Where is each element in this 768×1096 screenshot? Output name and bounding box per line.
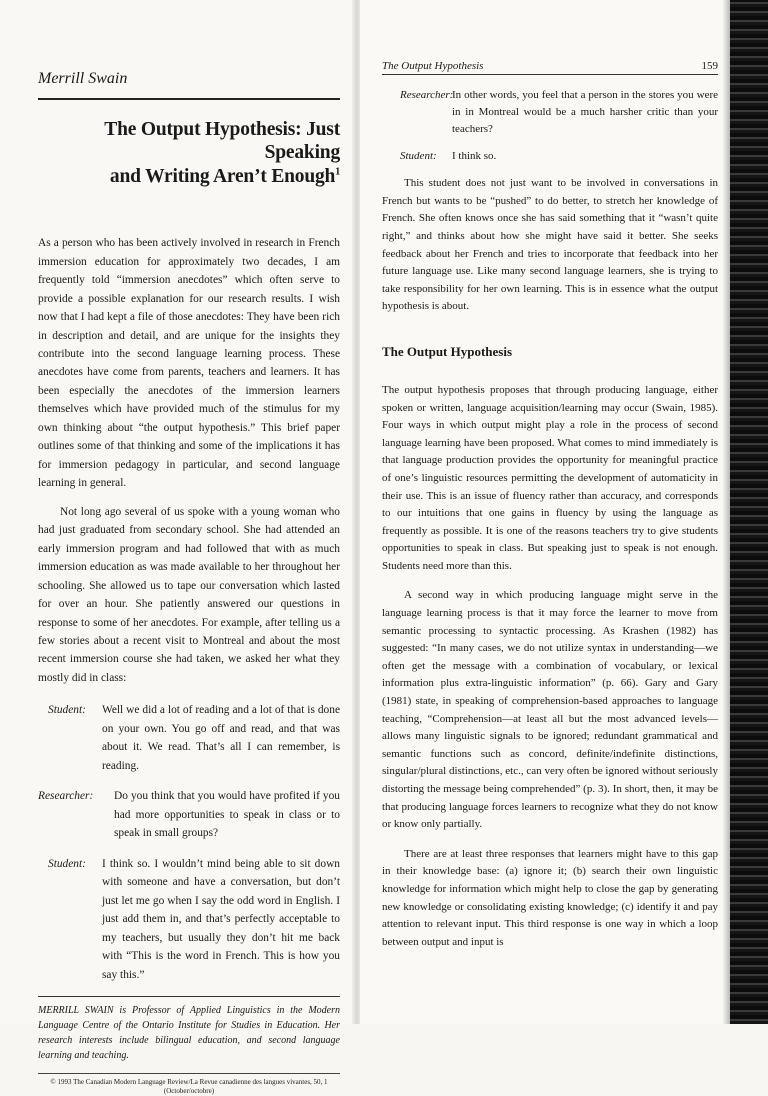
book-page-edge — [730, 0, 768, 1024]
speech-text: I think so. — [452, 150, 497, 163]
title-line-1: The Output Hypothesis: Just Speaking — [104, 119, 340, 164]
dialogue-turn — [382, 148, 718, 165]
speech-text: I think so. I wouldn’t mind being able to sit down with someone and have a conversation, but don’t just let me go when I say the odd word in English. I just add them in, and that’s perfectly acceptable to my teachers, but usually they don’t hit me back with “This is the word in French. This is how you say this.” — [102, 857, 340, 981]
page-edge-shadow — [722, 0, 730, 1024]
page-number: 159 — [701, 60, 718, 72]
speaker-label: Student: — [48, 857, 86, 870]
title-footnote-marker: 1 — [335, 166, 340, 178]
responses-paragraph: There are at least three responses that learners might have to this gap in their knowledge base: (a) ignore it; (b) search their own linguistic knowledge for information which might help to close the gap by generating new knowledge or consolidating existing knowledge; (c) identify it and pay attention to relevant input. This third response is one way in which a loop between output and input is — [382, 847, 718, 948]
section-heading: The Output Hypothesis — [382, 343, 513, 359]
speech-text: Well we did a lot of reading and a lot of that is done on your own. You go off and read, and that was about it. We read. That’s all I can remember, is reading. — [102, 704, 340, 772]
intro-paragraph: As a person who has been actively involved in research in French immersion education for approximately two decades, I am frequently told “immersion anecdotes” which often serve to provide a possible explanation for our research results. I wish now that I had kept a file of those anecdotes: They have been rich in description and detail, and are unique for the insights they contribute into the second language learning process. These anecdotes have come from parents, teachers and learners. It has been especially the anecdotes of the immersion learners themselves which have provided much of the stimulus for my own thinking about “the output hypothesis.” This brief paper outlines some of that thinking and some of the implications it has for immersion pedagogy in particular, and second language learning in general. — [38, 237, 340, 490]
title-line-2: and Writing Aren’t Enough — [109, 165, 336, 187]
speech-text: In other words, you feel that a person in the stores you were in in Montreal would be a much harsher critic than your teachers? — [452, 89, 718, 136]
student-analysis-paragraph: This student does not just want to be involved in conversations in French but wants to be “pushed” to do better, to stretch her knowledge of French. She often knows once she has said something that it “wasn’t quite right,” and thinks about how she might have said it better. She seeks feedback about her French and tries to incorporate that feedback into her future language use. Like many second language learners, she is trying to take responsibility for her own learning. This is in essence what the output hypothesis is about. — [382, 177, 718, 313]
speaker-label: Researcher: — [38, 790, 94, 803]
speaker-label: Student: — [400, 150, 437, 163]
header-rule — [38, 98, 340, 100]
author-bio: MERRILL SWAIN is Professor of Applied Linguistics in the Modern Language Centre of the Ontario Institute for Studies in Education. Her research interests include bilingual education, and second language learning and teaching. — [38, 1004, 340, 1061]
left-page — [0, 0, 356, 1096]
syntax-paragraph: A second way in which producing language might serve in the language learning process is that it may force the learner to move from semantic processing to syntactic processing. As Krashen (1982) has suggested: “In many cases, we do not utilize syntax in understanding—we often get the message with a combination of vocabulary, or lexical information plus extra-linguistic information” (p. 66). Gary and Gary (1981) state, in speaking of comprehension-based approaches to language teaching, “Comprehension—at least all but the most advanced levels—allows many linguistic signals to be ignored; redundant grammatical and semantic functions such as concord, definite/indefinite distinctions, singular/plural distinctions, etc., can very often be ignored without seriously distorting the message being comprehended” (p. 3). In short, then, it may be that producing language forces learners to recognize what they do not know or know only partially. — [382, 589, 718, 831]
author-name: Merrill Swain — [38, 70, 128, 87]
running-header — [382, 60, 718, 75]
copyright-line: © 1993 The Canadian Modern Language Review/La Revue canadienne des langues vivantes, 50, 1 (October/octobre) — [38, 1073, 340, 1096]
interview-dialogue — [38, 701, 340, 984]
dialogue-turn — [38, 855, 340, 984]
speech-text: Do you think that you would have profited if you had more opportunities to speak in class or to speak in small groups? — [114, 790, 340, 840]
running-title: The Output Hypothesis — [382, 60, 484, 72]
speaker-label: Researcher: — [400, 89, 454, 101]
dialogue-turn — [38, 701, 340, 775]
bio-rule — [38, 996, 340, 997]
dialogue-turn — [38, 787, 340, 842]
anecdote-paragraph: Not long ago several of us spoke with a young woman who had just graduated from secondary school. She had attended an early immersion program and had followed that with as much immersion education as was made available to her throughout her schooling. She allowed us to tape our conversation which lasted for over an hour. She patiently answered our questions in response to some of her anecdotes. For example, after telling us a few stories about a recent visit to Montreal and about the most recent immersion course she had taken, we asked her what they mostly did in class: — [38, 505, 340, 684]
right-page — [360, 0, 730, 1024]
dialogue-turn — [382, 87, 718, 138]
hypothesis-paragraph: The output hypothesis proposes that through producing language, either spoken or written, language acquisition/learning may occur (Swain, 1985). Four ways in which output might play a role in the process of second language learning have been proposed. What comes to mind immediately is that language production provides the opportunity for meaningful practice of one’s linguistic resources permitting the development of automaticity in their use. This is an issue of fluency rather than accuracy, and corresponds to our intuitions that one gains in fluency by using the language as frequently as possible. It is one of the reasons teachers try to give students opportunities to speak in class. But speaking just to speak is not enough. Students need more than this. — [382, 383, 718, 572]
speaker-label: Student: — [48, 704, 86, 717]
article-title — [38, 118, 340, 188]
